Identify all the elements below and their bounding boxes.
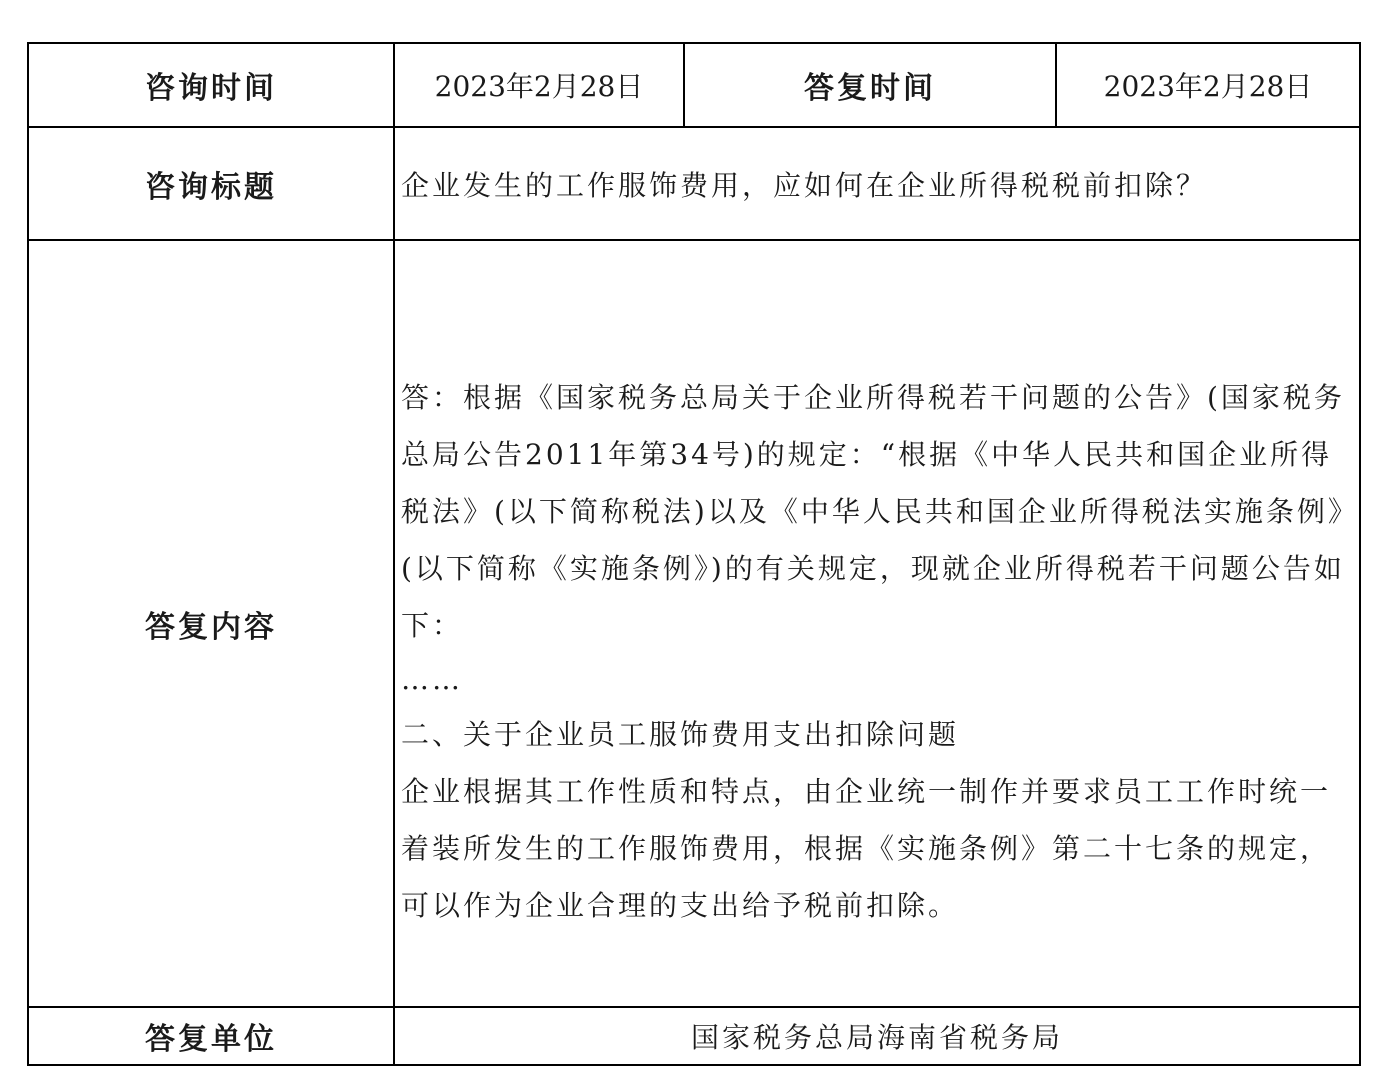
reply-paragraph-rule: 企业根据其工作性质和特点，由企业统一制作并要求员工工作时统一着装所发生的工作服饰费用，根据《实施条例》第二十七条的规定，可以作为企业合理的支出给予税前扣除。 bbox=[401, 775, 1332, 922]
reply-paragraph-basis: 答：根据《国家税务总局关于企业所得税若干问题的公告》(国家税务总局公告2011年第34号)的规定：“根据《中华人民共和国企业所得税法》(以下简称税法)以及《中华人民共和国企业所得税法实施条例》(以下简称《实施条例》)的有关规定，现就企业所得税若干问题公告如下： bbox=[401, 381, 1345, 642]
reply-content-body bbox=[395, 369, 1359, 969]
reply-paragraph-ellipsis: …… bbox=[401, 663, 463, 696]
consult-title-label: 咨询标题 bbox=[145, 169, 277, 205]
reply-content-label: 答复内容 bbox=[145, 609, 277, 645]
reply-unit-label: 答复单位 bbox=[145, 1022, 277, 1057]
consultation-record-table bbox=[27, 42, 1361, 1066]
reply-unit-value: 国家税务总局海南省税务局 bbox=[690, 1021, 1063, 1054]
consult-time-label: 咨询时间 bbox=[145, 71, 277, 106]
consult-time-value: 2023年2月28日 bbox=[434, 70, 644, 103]
consult-title-value: 企业发生的工作服饰费用，应如何在企业所得税税前扣除？ bbox=[401, 168, 1208, 202]
reply-time-label: 答复时间 bbox=[804, 71, 936, 106]
reply-paragraph-heading: 二、关于企业员工服饰费用支出扣除问题 bbox=[401, 718, 960, 751]
reply-time-value: 2023年2月28日 bbox=[1103, 70, 1313, 103]
